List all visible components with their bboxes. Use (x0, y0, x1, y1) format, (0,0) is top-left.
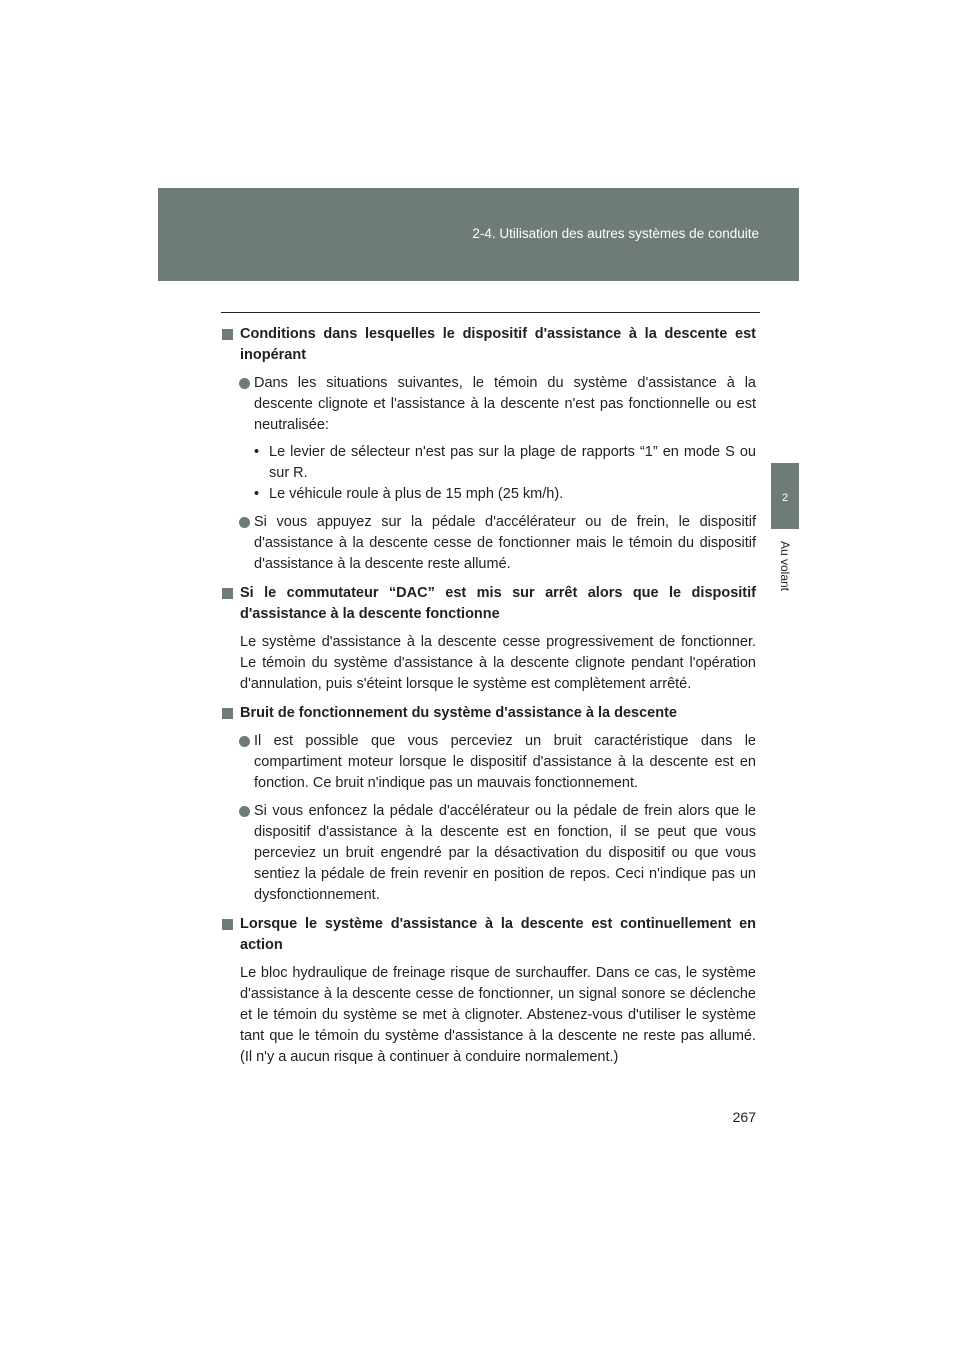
chapter-title: 2-4. Utilisation des autres systèmes de conduite (472, 226, 759, 241)
chapter-tab-label: Au volant (778, 540, 792, 592)
section-heading (222, 324, 756, 366)
section-title: Si le commutateur “DAC” est mis sur arrêt alors que le dispositif d'assistance à la descente fonctionne (240, 585, 756, 622)
section-heading (222, 914, 756, 956)
section-paragraph: Le système d'assistance à la descente cesse progressivement de fonctionner. Le témoin du système d'assistance à la descente clignote pendant l'opération d'annulation, puis s'éteint lorsque le système est complètement arrêté. (240, 634, 756, 692)
section-title: Bruit de fonctionnement du système d'assistance à la descente (240, 705, 677, 721)
circle-bullet-icon (239, 806, 250, 817)
section-heading (222, 583, 756, 625)
section-paragraph: Le bloc hydraulique de freinage risque de surchauffer. Dans ce cas, le système d'assistance à la descente cesse de fonctionner, un signal sonore se déclenche et le témoin du système se met à clignoter. Abstenez-vous d'utiliser le système tant que le témoin du système d'assistance à la descente ne reste pas allumé. (Il n'y a aucun risque à continuer à conduire normalement.) (240, 965, 756, 1065)
circle-bullet-icon (239, 517, 250, 528)
header-divider (221, 312, 760, 313)
sub-item-text: Le véhicule roule à plus de 15 mph (25 km/h). (269, 486, 564, 502)
circle-bullet-icon (239, 378, 250, 389)
section-heading (222, 703, 756, 724)
chapter-header (158, 188, 799, 281)
chapter-tab (771, 463, 799, 529)
square-bullet-icon (222, 588, 233, 599)
section-title: Lorsque le système d'assistance à la descente est continuellement en action (240, 916, 756, 953)
chapter-number: 2 (781, 492, 789, 504)
page-content (222, 324, 756, 1068)
bullet-text: Dans les situations suivantes, le témoin du système d'assistance à la descente clignote et l'assistance à la descente n'est pas fonctionnelle ou est neutralisée: (254, 375, 756, 433)
bullet-text: Si vous enfoncez la pédale d'accélérateur ou la pédale de frein alors que le dispositif d'assistance à la descente est en fonction, il se peut que vous perceviez un bruit engendré par la désactivation du dispositif ou que vous sentiez la pédale de frein revenir en position de repos. Ceci n'indique pas un dysfonctionnement. (254, 803, 756, 903)
square-bullet-icon (222, 919, 233, 930)
sub-item (222, 484, 756, 505)
bullet-text: Il est possible que vous perceviez un bruit caractéristique dans le compartiment moteur lorsque le dispositif d'assistance à la descente est en fonction. Ce bruit n'indique pas un mauvais fonctionnement. (254, 733, 756, 791)
dot-bullet-icon: • (254, 444, 260, 460)
sub-item (222, 442, 756, 484)
bullet-text: Si vous appuyez sur la pédale d'accélérateur ou de frein, le dispositif d'assistance à la descente cesse de fonctionner mais le témoin du dispositif d'assistance à la descente reste allumé. (254, 514, 756, 572)
sub-item-text: Le levier de sélecteur n'est pas sur la plage de rapports “1” en mode S ou sur R. (269, 444, 756, 481)
square-bullet-icon (222, 329, 233, 340)
circle-bullet-icon (239, 736, 250, 747)
bullet-item (222, 731, 756, 794)
bullet-item (222, 801, 756, 906)
square-bullet-icon (222, 708, 233, 719)
dot-bullet-icon: • (254, 486, 260, 502)
bullet-item (222, 373, 756, 436)
sub-list (222, 442, 756, 505)
section-title: Conditions dans lesquelles le dispositif d'assistance à la descente est inopérant (240, 326, 756, 363)
bullet-item (222, 512, 756, 575)
page-number: 267 (732, 1109, 756, 1125)
